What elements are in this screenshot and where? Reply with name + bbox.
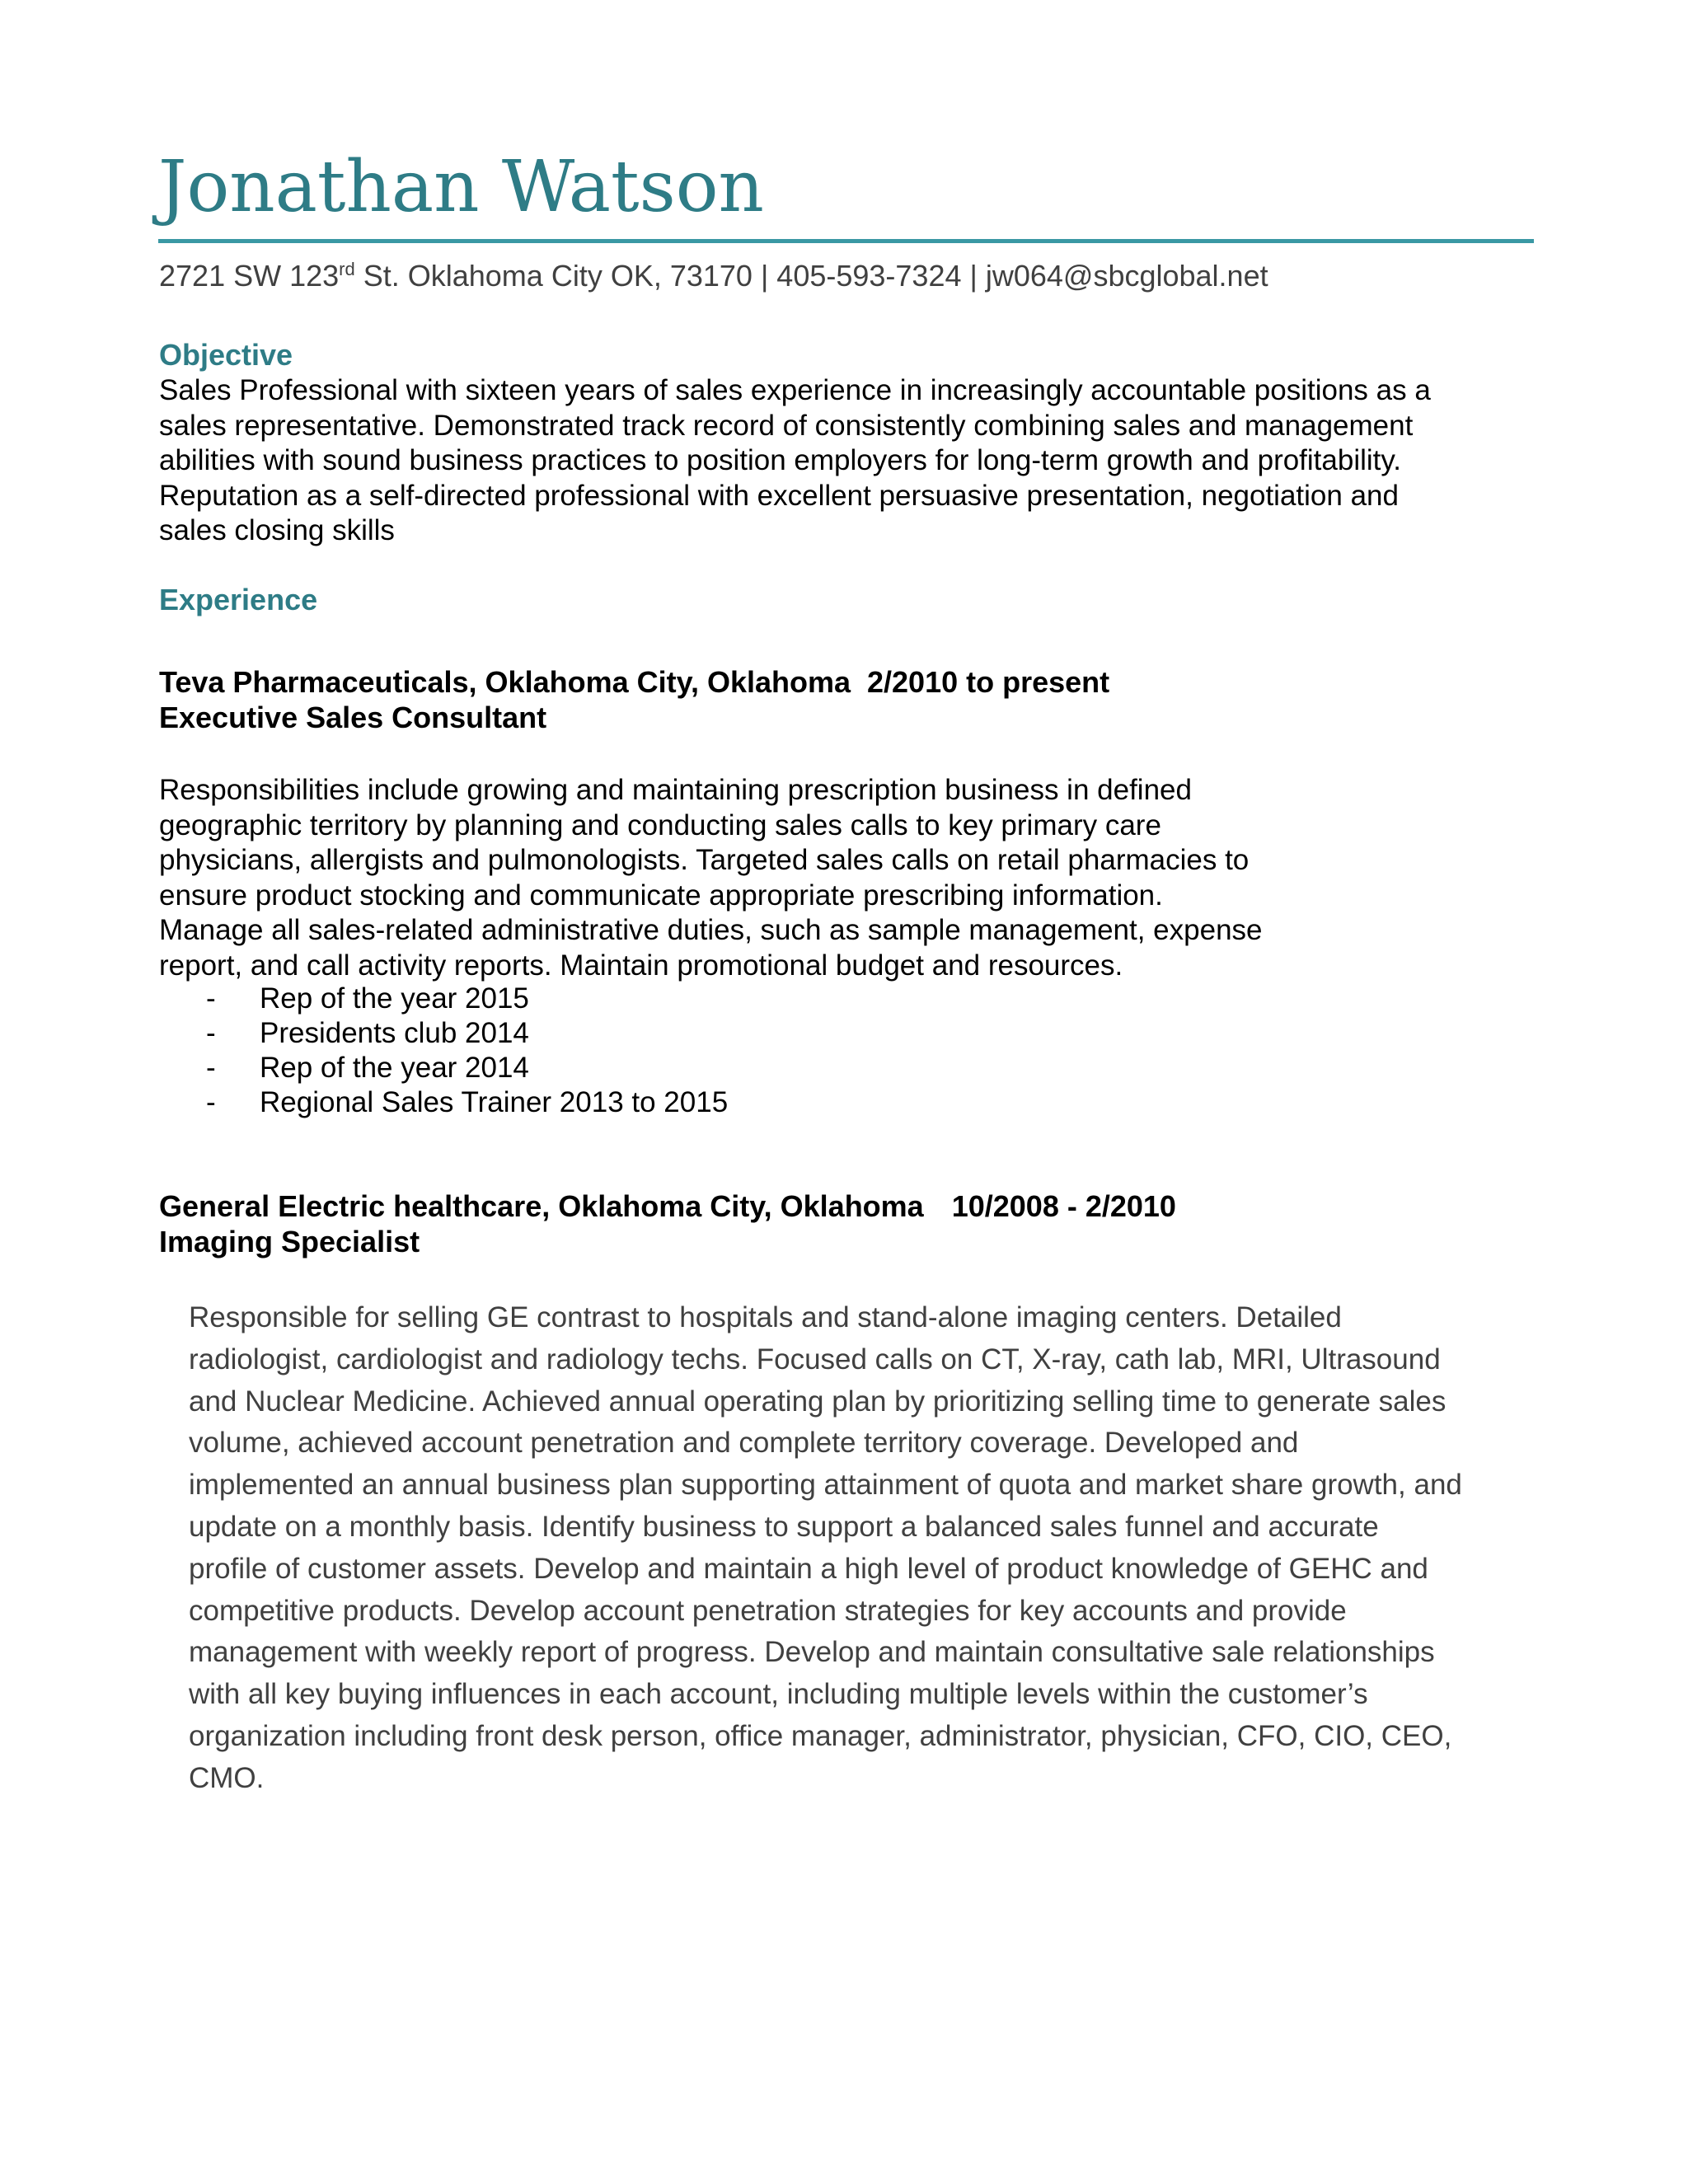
achievement-item — [206, 982, 728, 1016]
job-description-line: geographic territory by planning and conducting sales calls to key primary care — [159, 808, 1161, 841]
job-description-line: management with weekly report of progress. Develop and maintain consultative sale relationships — [189, 1636, 1435, 1669]
header-divider — [158, 239, 1534, 243]
bullet-dash: - — [206, 1017, 216, 1049]
job-description-line: and Nuclear Medicine. Achieved annual operating plan by prioritizing selling time to generate sales — [189, 1385, 1447, 1418]
job-description-line: ensure product stocking and communicate appropriate prescribing information. — [159, 879, 1163, 912]
job-description-line: with all key buying influences in each account, including multiple levels within the customer’s — [189, 1678, 1368, 1711]
achievement-text: Rep of the year 2015 — [260, 982, 529, 1015]
candidate-name: Jonathan Watson — [158, 146, 764, 228]
job-description — [189, 1297, 1462, 1800]
bullet-dash: - — [206, 1086, 216, 1118]
bullet-dash: - — [206, 1052, 216, 1084]
objective-line: sales closing skills — [159, 514, 395, 546]
job-employer-line — [159, 664, 1109, 701]
job-dates: 10/2008 - 2/2010 — [951, 1189, 1176, 1223]
bullet-dash: - — [206, 982, 216, 1015]
achievement-item — [206, 1051, 728, 1085]
job-description-line: report, and call activity reports. Maintain promotional budget and resources. — [159, 949, 1123, 982]
job-description-line: radiologist, cardiologist and radiology techs. Focused calls on CT, X-ray, cath lab, MRI, Ultrasound — [189, 1343, 1441, 1376]
job-description-line: organization including front desk person, office manager, administrator, physician, CFO, CIO, CEO, — [189, 1719, 1452, 1752]
job-employer: Teva Pharmaceuticals, Oklahoma City, Oklahoma — [159, 665, 851, 699]
job-employer: General Electric healthcare, Oklahoma City, Oklahoma — [159, 1189, 924, 1223]
job-employer-line — [159, 1188, 1176, 1225]
achievement-item — [206, 1016, 728, 1051]
achievement-text: Regional Sales Trainer 2013 to 2015 — [260, 1086, 729, 1118]
objective-line: Sales Professional with sixteen years of sales experience in increasingly accountable positions as a — [159, 374, 1431, 406]
achievements-list — [206, 982, 728, 1120]
achievement-item — [206, 1085, 728, 1120]
contact-address-suffix: rd — [339, 259, 355, 279]
job-description — [159, 773, 1263, 983]
contact-address-start: 2721 SW 123 — [159, 259, 340, 293]
job-title: Imaging Specialist — [159, 1225, 420, 1258]
contact-line — [159, 258, 1268, 294]
achievement-text: Rep of the year 2014 — [260, 1052, 529, 1084]
job-description-line: physicians, allergists and pulmonologists. Targeted sales calls on retail pharmacies to — [159, 844, 1250, 876]
objective-text — [159, 373, 1431, 549]
job-description-line: volume, achieved account penetration and complete territory coverage. Developed and — [189, 1427, 1299, 1460]
objective-line: sales representative. Demonstrated track record of consistently combining sales and management — [159, 409, 1414, 442]
job-description-line: Manage all sales-related administrative duties, such as sample management, expense — [159, 914, 1263, 946]
job-description-line: CMO. — [189, 1761, 265, 1794]
job-description-line: competitive products. Develop account penetration strategies for key accounts and provide — [189, 1594, 1347, 1627]
experience-heading: Experience — [159, 583, 318, 616]
objective-heading: Objective — [159, 338, 293, 372]
job-description-line: Responsibilities include growing and maintaining prescription business in defined — [159, 774, 1192, 806]
job-description-line: profile of customer assets. Develop and maintain a high level of product knowledge of GEHC and — [189, 1552, 1428, 1585]
achievement-text: Presidents club 2014 — [260, 1017, 529, 1049]
job-description-line: Responsible for selling GE contrast to hospitals and stand-alone imaging centers. Detailed — [189, 1301, 1342, 1333]
objective-line: abilities with sound business practices to position employers for long-term growth and profitability. — [159, 444, 1402, 476]
job-dates: 2/2010 to present — [867, 665, 1110, 699]
objective-line: Reputation as a self-directed professional with excellent persuasive presentation, negotiation and — [159, 479, 1399, 512]
job-description-line: implemented an annual business plan supporting attainment of quota and market share growth, and — [189, 1469, 1462, 1502]
job-description-line: update on a monthly basis. Identify business to support a balanced sales funnel and accurate — [189, 1510, 1379, 1543]
contact-address-rest: St. Oklahoma City OK, 73170 | 405-593-7324 | jw064@sbcglobal.net — [354, 259, 1268, 293]
job-title: Executive Sales Consultant — [159, 701, 547, 734]
